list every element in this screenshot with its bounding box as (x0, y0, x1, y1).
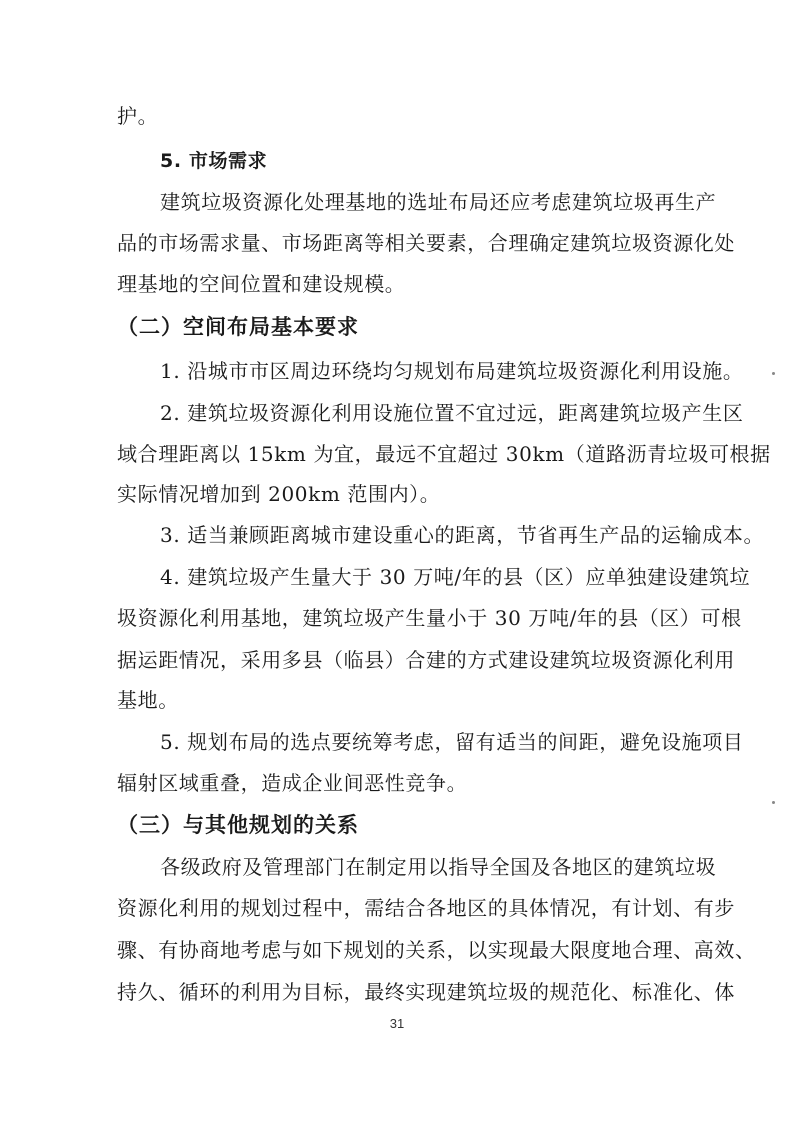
text-line: 辐射区域重叠，造成企业间恶性竞争。 (117, 771, 468, 795)
text-line: 3. 适当兼顾距离城市建设重心的距离，节省再生产品的运输成本。 (160, 523, 765, 547)
text-line: 圾资源化利用基地，建筑垃圾产生量小于 30 万吨/年的县（区）可根 (117, 606, 742, 630)
text-line: 域合理距离以 15km 为宜，最远不宜超过 30km（道路沥青垃圾可根据 (117, 442, 771, 466)
text-line: 品的市场需求量、市场距离等相关要素，合理确定建筑垃圾资源化处 (117, 231, 735, 255)
scan-speck (772, 801, 775, 804)
section-heading-market-demand: 5. 市场需求 (160, 150, 268, 172)
text-line: 2. 建筑垃圾资源化利用设施位置不宜过远，距离建筑垃圾产生区 (160, 401, 744, 425)
text-line: 据运距情况，采用多县（临县）合建的方式建设建筑垃圾资源化利用 (117, 648, 735, 672)
text-line: 实际情况增加到 200km 范围内）。 (117, 482, 441, 506)
text-line: 基地。 (117, 688, 179, 712)
text-line: 理基地的空间位置和建设规模。 (117, 272, 406, 296)
text-line: 5. 规划布局的选点要统筹考虑，留有适当的间距，避免设施项目 (160, 730, 744, 754)
text-line: 护。 (117, 104, 159, 128)
text-line: 持久、循环的利用为目标，最终实现建筑垃圾的规范化、标准化、体 (117, 980, 735, 1004)
text-line: 建筑垃圾资源化处理基地的选址布局还应考虑建筑垃圾再生产 (160, 190, 717, 214)
text-line: 资源化利用的规划过程中，需结合各地区的具体情况，有计划、有步 (117, 896, 735, 920)
text-line: 4. 建筑垃圾产生量大于 30 万吨/年的县（区）应单独建设建筑垃 (160, 565, 751, 589)
page-number: 31 (389, 1016, 405, 1031)
scan-speck (772, 372, 775, 375)
text-line: 骤、有协商地考虑与如下规划的关系，以实现最大限度地合理、高效、 (117, 938, 756, 962)
section-heading-other-plans: （三）与其他规划的关系 (117, 813, 359, 837)
text-line: 各级政府及管理部门在制定用以指导全国及各地区的建筑垃圾 (160, 855, 717, 879)
section-heading-spatial-layout: （二）空间布局基本要求 (117, 315, 359, 339)
text-line: 1. 沿城市市区周边环绕均匀规划布局建筑垃圾资源化利用设施。 (160, 359, 744, 383)
